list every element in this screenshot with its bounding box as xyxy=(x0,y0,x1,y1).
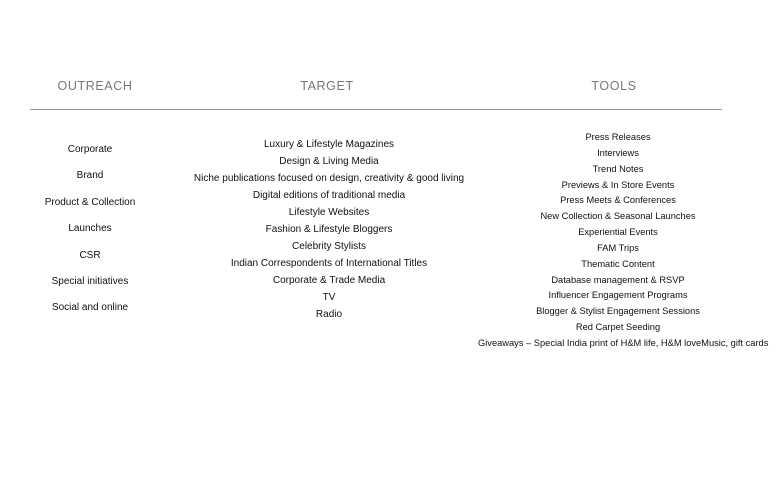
outreach-item: Special initiatives xyxy=(51,275,129,287)
target-item: Luxury & Lifestyle Magazines xyxy=(263,139,395,150)
tools-item: Giveaways – Special India print of H&M life, H&M loveMusic, gift cards xyxy=(478,337,769,348)
target-item: Digital editions of traditional media xyxy=(252,190,406,201)
target-item: Lifestyle Websites xyxy=(288,207,370,218)
target-item: Indian Correspondents of International Titles xyxy=(230,258,428,269)
outreach-item: CSR xyxy=(79,249,101,261)
tools-item: Influencer Engagement Programs xyxy=(548,290,688,301)
tools-item: Interviews xyxy=(597,147,639,158)
target-list xyxy=(189,138,469,325)
target-heading: TARGET xyxy=(300,79,354,93)
tools-list xyxy=(478,131,769,353)
target-item: TV xyxy=(322,292,336,303)
tools-item: Trend Notes xyxy=(592,163,644,174)
outreach-item: Launches xyxy=(68,223,112,235)
tools-item: FAM Trips xyxy=(597,242,639,253)
target-item: Niche publications focused on design, creativity & good living xyxy=(193,173,465,184)
outreach-item: Corporate xyxy=(67,144,113,155)
tools-item: Blogger & Stylist Engagement Sessions xyxy=(536,306,700,317)
header-divider xyxy=(30,109,722,110)
tools-item: Experiential Events xyxy=(578,227,658,238)
tools-item: Press Meets & Conferences xyxy=(560,195,676,206)
outreach-heading: OUTREACH xyxy=(57,79,133,93)
tools-item: Press Releases xyxy=(585,132,651,142)
target-item: Design & Living Media xyxy=(279,156,379,167)
target-item: Celebrity Stylists xyxy=(292,241,366,252)
outreach-item: Brand xyxy=(76,170,104,182)
outreach-item: Social and online xyxy=(51,302,129,314)
tools-item: Thematic Content xyxy=(581,258,655,269)
target-item: Corporate & Trade Media xyxy=(272,275,386,286)
outreach-item: Product & Collection xyxy=(44,196,136,208)
target-item: Fashion & Lifestyle Bloggers xyxy=(265,224,393,235)
tools-item: New Collection & Seasonal Launches xyxy=(540,211,696,222)
tools-item: Red Carpet Seeding xyxy=(575,322,661,333)
tools-item: Database management & RSVP xyxy=(551,274,685,285)
tools-heading: TOOLS xyxy=(591,79,637,93)
tools-item: Previews & In Store Events xyxy=(561,179,675,190)
target-item: Radio xyxy=(315,309,343,320)
outreach-list xyxy=(0,143,180,328)
